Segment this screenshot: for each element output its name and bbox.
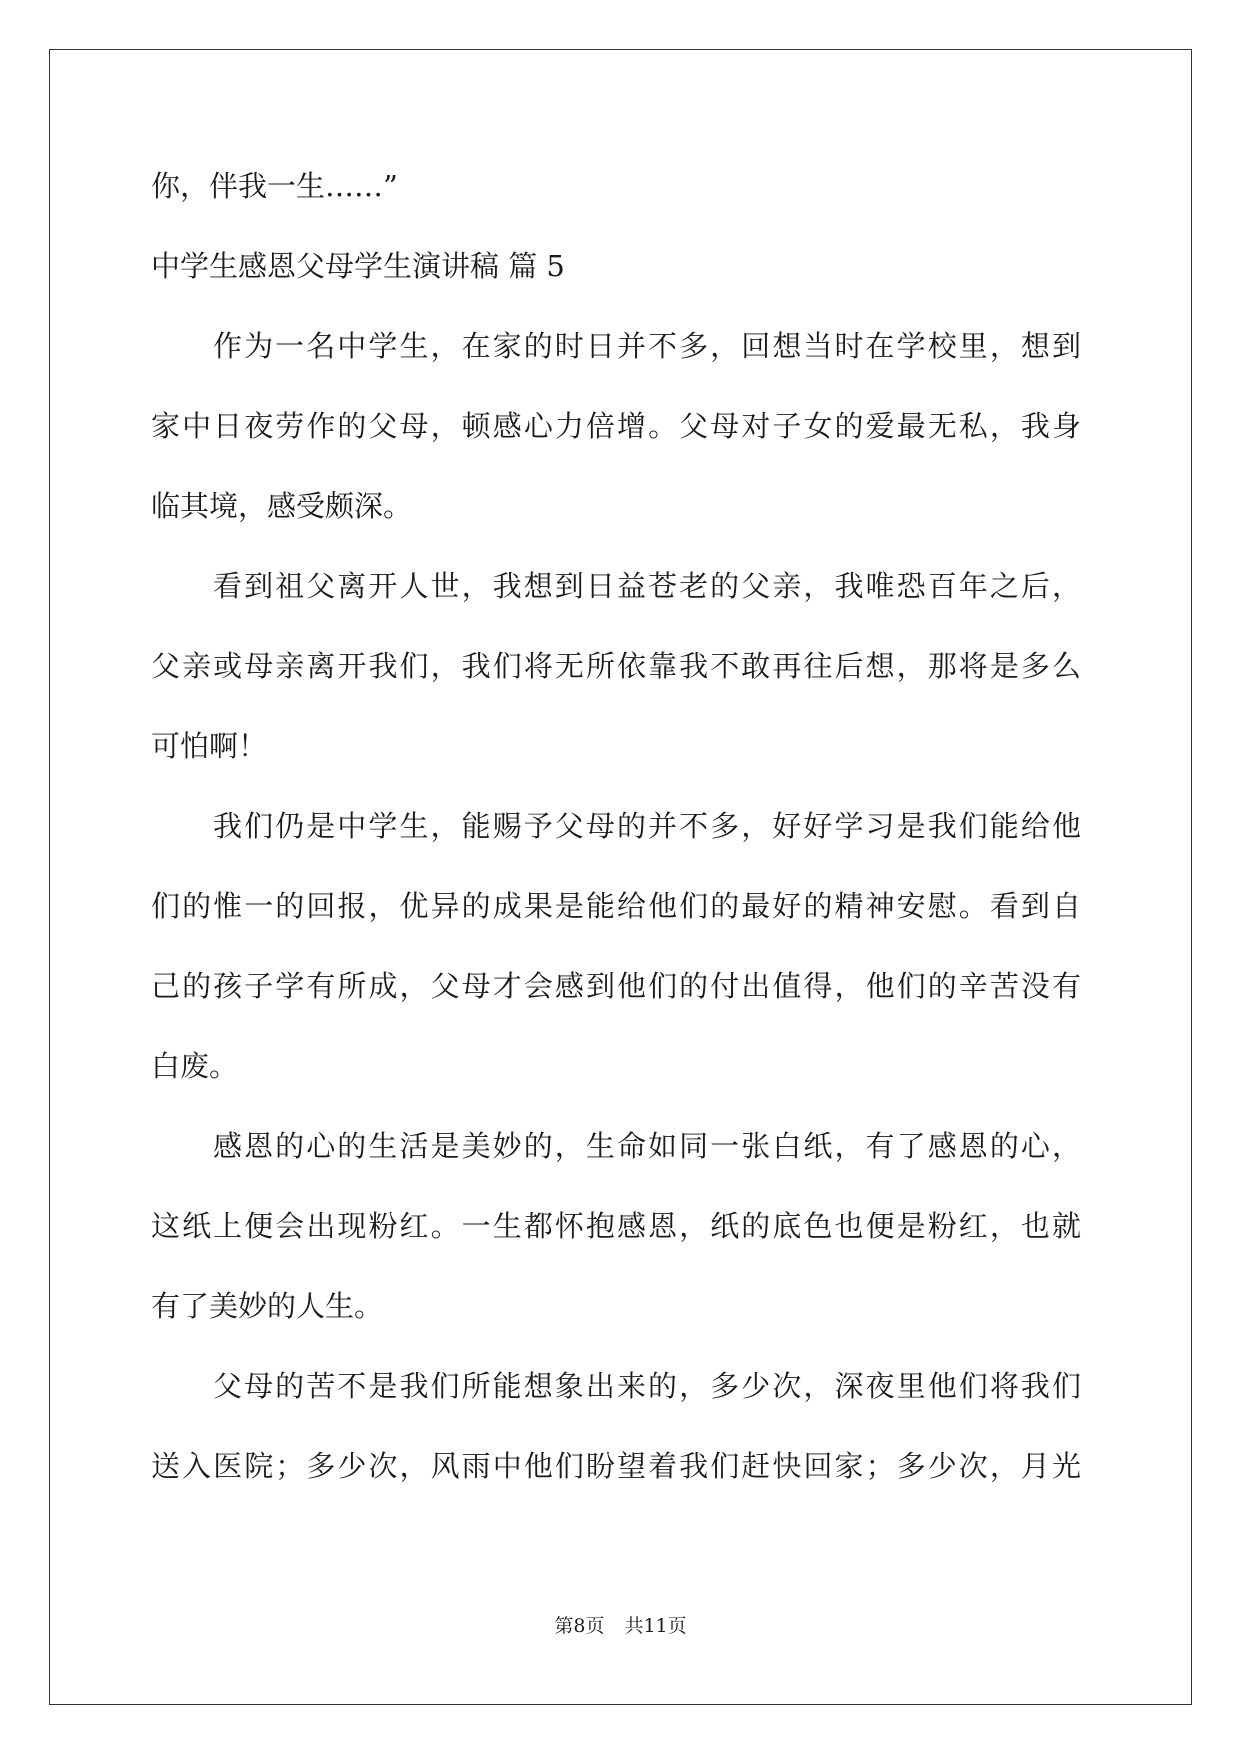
text-line: 这纸上便会出现粉红。一生都怀抱感恩，纸的底色也便是粉红，也就 <box>151 1209 1081 1243</box>
text-line: 父亲或母亲离开我们，我们将无所依靠我不敢再往后想，那将是多么 <box>151 649 1081 683</box>
text-line: 感恩的心的生活是美妙的，生命如同一张白纸，有了感恩的心， <box>213 1129 1081 1163</box>
text-line: 父母的苦不是我们所能想象出来的，多少次，深夜里他们将我们 <box>213 1369 1081 1403</box>
text-line: 我们仍是中学生，能赐予父母的并不多，好好学习是我们能给他 <box>213 809 1081 843</box>
page-number: 第8页 <box>554 1615 605 1637</box>
text-line: 白废。 <box>151 1049 239 1083</box>
text-line: 你，伴我一生……” <box>151 169 398 203</box>
text-line: 有了美妙的人生。 <box>151 1289 384 1323</box>
text-line: 可怕啊！ <box>151 729 268 763</box>
text-line: 们的惟一的回报，优异的成果是能给他们的最好的精神安慰。看到自 <box>151 889 1081 923</box>
page-footer <box>0 1614 1241 1638</box>
page-total: 共11页 <box>624 1615 687 1637</box>
text-line: 送入医院；多少次，风雨中他们盼望着我们赶快回家；多少次，月光 <box>151 1449 1081 1483</box>
text-line: 己的孩子学有所成，父母才会感到他们的付出值得，他们的辛苦没有 <box>151 969 1081 1003</box>
text-line: 作为一名中学生，在家的时日并不多，回想当时在学校里，想到 <box>213 329 1081 363</box>
text-line: 看到祖父离开人世，我想到日益苍老的父亲，我唯恐百年之后， <box>213 569 1081 603</box>
text-line: 临其境，感受颇深。 <box>151 489 413 523</box>
text-line: 家中日夜劳作的父母，顿感心力倍增。父母对子女的爱最无私，我身 <box>151 409 1081 443</box>
section-heading: 中学生感恩父母学生演讲稿 篇 5 <box>151 249 565 283</box>
